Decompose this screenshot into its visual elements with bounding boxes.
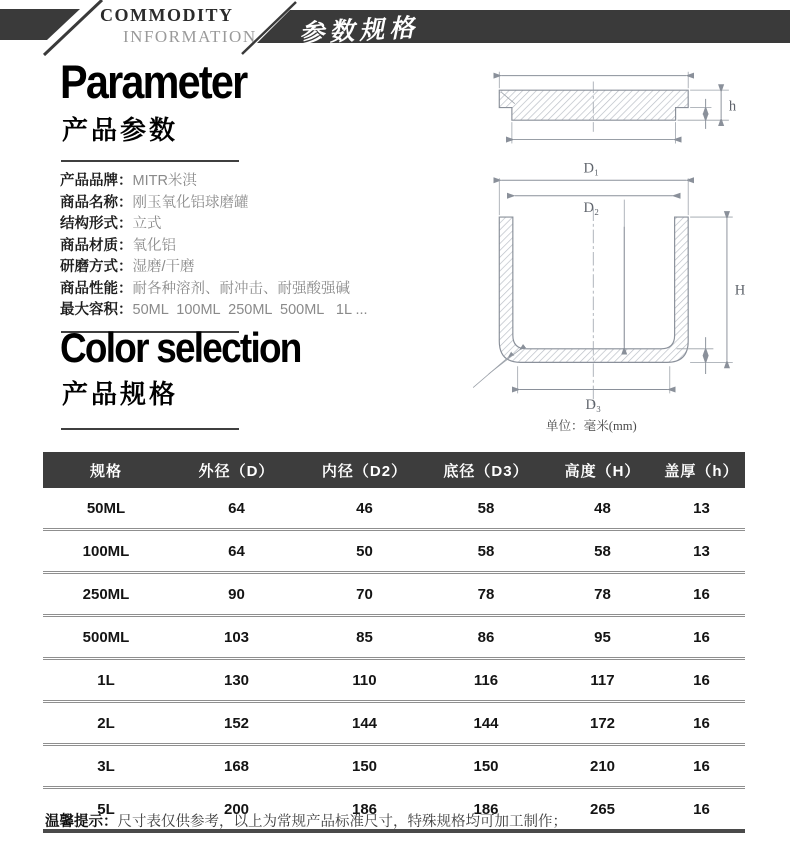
table-row <box>43 573 745 616</box>
parameter-section <box>60 55 440 342</box>
parameter-value: 耐各种溶剂、耐冲击、耐强酸强碱 <box>132 280 350 297</box>
parameter-value: 50ML 100ML 250ML 500ML 1L ... <box>132 302 368 318</box>
table-cell: 70 <box>356 585 373 603</box>
column-header-lid-thickness: 盖厚（h） <box>658 452 745 488</box>
parameter-value: 刚玉氧化铝球磨罐 <box>132 194 249 211</box>
column-header-inner-diameter: 内径（D2） <box>304 452 425 488</box>
column-header-height: 高度（H） <box>547 452 658 488</box>
column-header-bottom-diameter: 底径（D3） <box>425 452 547 488</box>
table-cell: 16 <box>693 714 710 732</box>
table-cell: 265 <box>589 800 616 818</box>
column-header-outer-diameter: 外径（D） <box>169 452 304 488</box>
table-cell: 250ML <box>82 585 130 603</box>
parameter-heading-en: Parameter <box>60 55 247 108</box>
parameter-label: 商品性能： <box>60 280 133 297</box>
spec-table-body <box>43 488 745 831</box>
parameter-item <box>60 236 440 258</box>
spec-table-header <box>43 452 745 488</box>
table-cell: 50 <box>356 542 373 560</box>
parameter-item <box>60 257 440 279</box>
parameter-item <box>60 279 440 301</box>
table-cell: 48 <box>594 499 611 517</box>
table-cell: 186 <box>473 800 499 818</box>
table-cell: 95 <box>594 628 611 646</box>
table-row <box>43 659 745 702</box>
parameter-label: 研磨方式： <box>60 259 133 275</box>
table-cell: 90 <box>228 585 245 603</box>
table-cell: 50ML <box>86 499 126 517</box>
divider <box>61 428 239 430</box>
table-cell: 16 <box>693 757 710 775</box>
dim-label-d2: D₂ <box>583 200 600 217</box>
table-row <box>43 488 745 530</box>
table-cell: 85 <box>356 628 373 646</box>
header-information-label: INFORMATION <box>123 27 257 46</box>
header-banner-title: 参数规格 <box>298 12 420 49</box>
table-header-row <box>43 452 745 488</box>
table-cell: 58 <box>594 542 611 560</box>
table-cell: 116 <box>473 671 499 689</box>
parameter-label: 商品材质： <box>60 237 133 254</box>
table-cell: 103 <box>223 628 250 646</box>
table-cell: 3L <box>97 757 115 775</box>
table-cell: 86 <box>477 628 495 646</box>
parameter-value: MITR米淇 <box>132 173 197 189</box>
table-cell: 110 <box>352 671 377 689</box>
table-cell: 150 <box>351 757 378 775</box>
table-cell: 500ML <box>82 628 130 646</box>
table-cell: 152 <box>223 714 250 732</box>
table-cell: 5L <box>97 800 115 818</box>
table-cell: 58 <box>477 542 495 560</box>
parameter-label: 商品名称： <box>60 194 133 211</box>
dim-label-d3: D₃ <box>585 396 602 413</box>
table-cell: 78 <box>594 585 611 603</box>
parameter-item <box>60 193 440 215</box>
table-row <box>43 530 745 573</box>
parameter-value: 氧化铝 <box>132 237 176 254</box>
table-cell: 144 <box>473 714 499 732</box>
column-header-spec: 规格 <box>43 452 169 488</box>
parameter-heading-cn: 产品参数 <box>62 115 179 145</box>
dim-label-height: H <box>734 282 746 299</box>
spec-heading-en: Color selection <box>60 324 301 371</box>
header-left-bar <box>0 9 80 40</box>
table-cell: 64 <box>228 542 245 560</box>
spec-table <box>43 452 745 833</box>
table-cell: 172 <box>589 714 616 732</box>
parameter-value: 立式 <box>132 216 162 232</box>
footer-note <box>45 810 567 831</box>
spec-section <box>60 324 333 439</box>
table-cell: 16 <box>693 628 710 646</box>
table-cell: 1L <box>97 671 115 689</box>
dim-label-d1: D₁ <box>583 160 600 177</box>
parameter-label: 最大容积： <box>60 302 133 318</box>
lid-cross-section <box>499 72 737 144</box>
spec-heading-cn: 产品规格 <box>62 379 179 409</box>
parameter-item <box>60 300 440 322</box>
table-cell: 16 <box>693 585 710 603</box>
table-row <box>43 616 745 659</box>
table-cell: 64 <box>228 499 245 517</box>
table-cell: 144 <box>351 714 378 732</box>
table-cell: 46 <box>356 499 373 517</box>
table-cell: 210 <box>589 757 616 775</box>
divider <box>61 160 239 162</box>
table-cell: 200 <box>223 800 250 818</box>
table-cell: 100ML <box>82 542 130 560</box>
table-cell: 150 <box>473 757 499 775</box>
parameter-item <box>60 214 440 236</box>
table-cell: 186 <box>351 800 378 818</box>
drawing-unit-note: 单位：毫米(mm) <box>545 419 637 434</box>
table-cell: 16 <box>693 800 710 818</box>
footer-note-text: 尺寸表仅供参考，以上为常规产品标准尺寸，特殊规格均可加工制作； <box>117 814 567 830</box>
table-cell: 58 <box>477 499 495 517</box>
table-row <box>43 745 745 788</box>
table-cell: 117 <box>590 671 615 689</box>
parameter-value: 湿磨/干磨 <box>132 259 195 275</box>
technical-drawing <box>446 64 756 436</box>
dim-label-h: h <box>728 98 737 115</box>
parameter-label: 结构形式： <box>60 216 133 232</box>
parameter-list <box>60 171 440 322</box>
table-cell: 13 <box>693 499 710 517</box>
parameter-item <box>60 171 440 193</box>
parameter-label: 产品品牌： <box>60 173 133 189</box>
header-commodity-label: COMMODITY <box>100 5 234 25</box>
table-cell: 168 <box>223 757 250 775</box>
jar-cross-section <box>473 161 746 413</box>
table-cell: 2L <box>97 714 115 732</box>
table-cell: 13 <box>693 542 710 560</box>
table-row <box>43 702 745 745</box>
table-cell: 130 <box>223 671 250 689</box>
footer-note-label: 温馨提示： <box>45 814 118 830</box>
table-cell: 78 <box>477 585 495 603</box>
table-cell: 16 <box>693 671 710 689</box>
